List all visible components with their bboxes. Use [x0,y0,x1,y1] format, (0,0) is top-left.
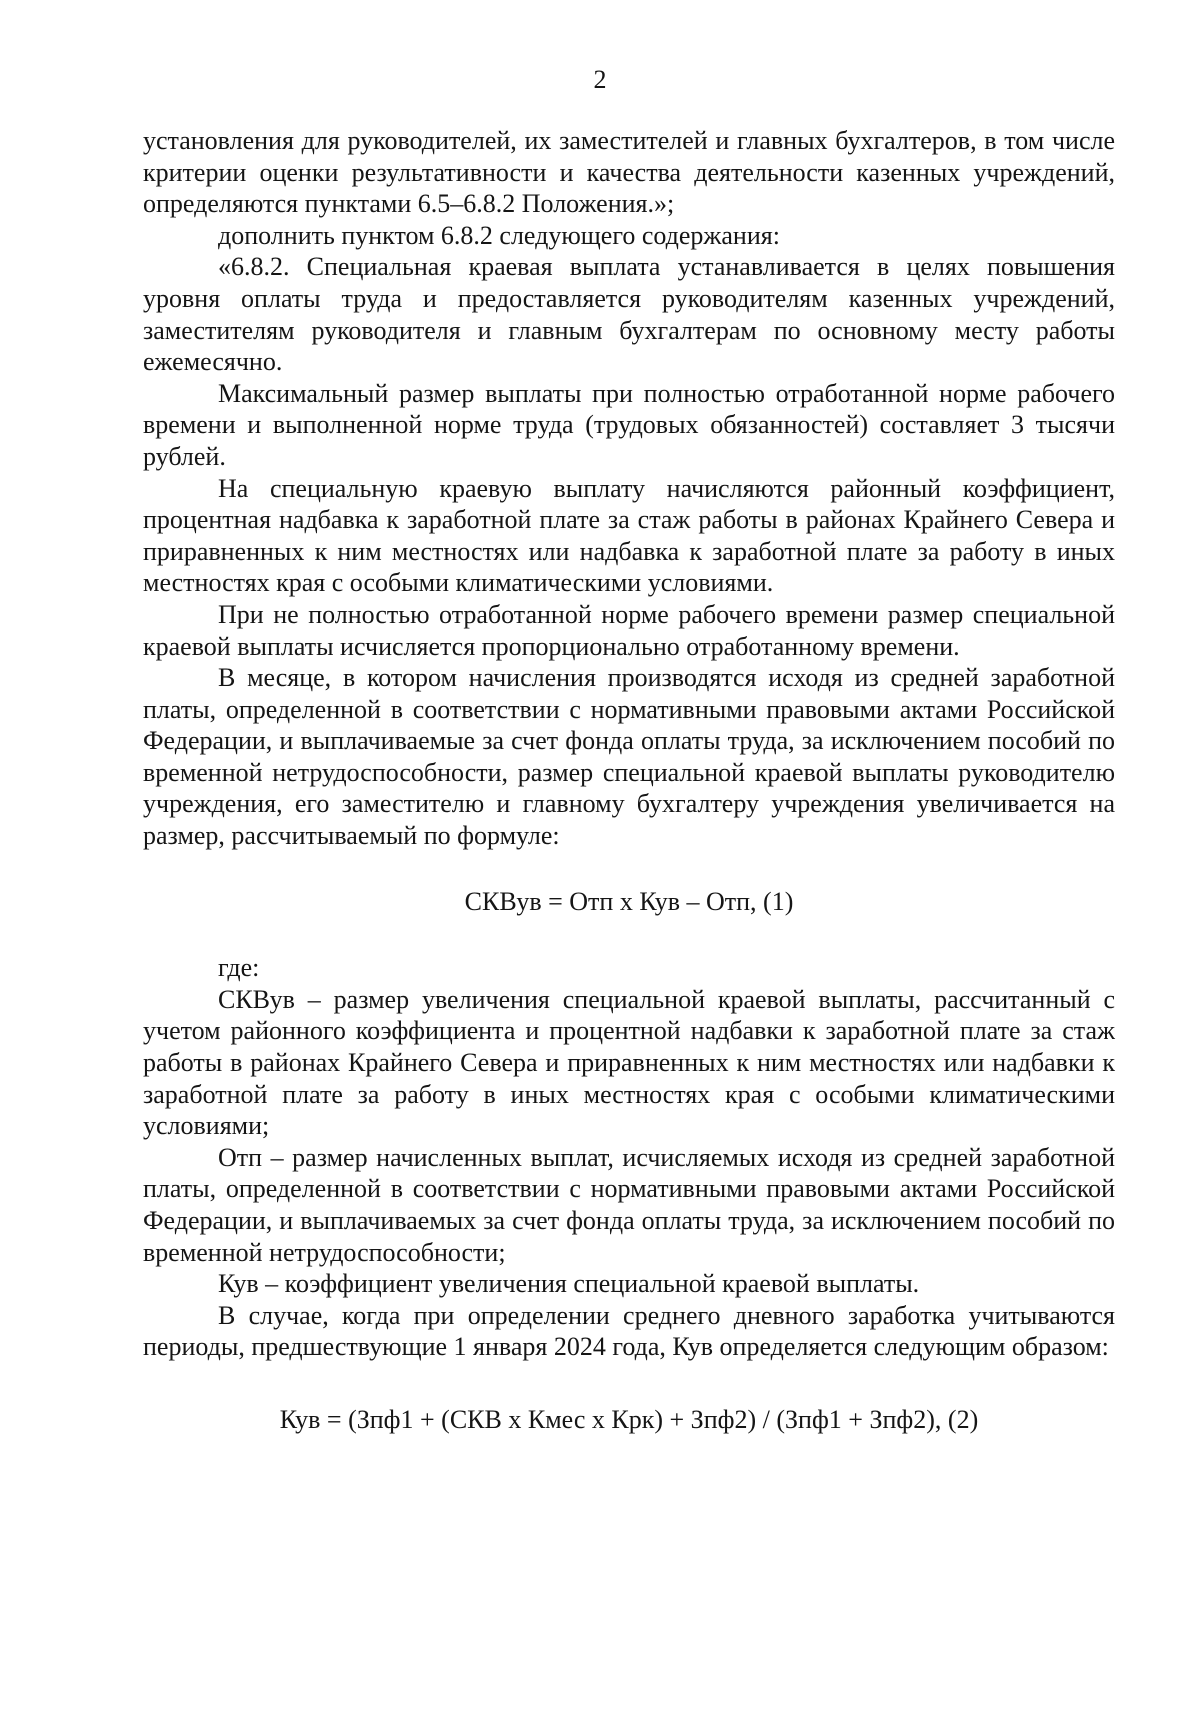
paragraph-continuation: установления для руководителей, их заместителей и главных бухгалтеров, в том числе критерии оценки результативности и качества деятельности казенных учреждений, определяются пунктами 6.5–6.8.2 Положения.»; [143,126,1115,219]
definition-skvuv: СКВув – размер увеличения специальной краевой выплаты, рассчитанный с учетом районного коэффициента и процентной надбавки к заработной плате за стаж работы в районах Крайнего Севера и приравненных к ним местностях или надбавки к заработной плате за работу в иных местностях края с особыми климатическими условиями; [143,984,1115,1141]
paragraph-partial-norm: При не полностью отработанной норме рабочего времени размер специальной краевой выплаты исчисляется пропорционально отработанному времени. [143,599,1115,661]
paragraph-amendment-intro: дополнить пунктом 6.8.2 следующего содержания: [218,220,780,250]
paragraph-clause-6-8-2: «6.8.2. Специальная краевая выплата устанавливается в целях повышения уровня оплаты труда и предоставляется руководителям казенных учреждений, заместителям руководителя и главным бухгалтерам по основному месту работы ежемесячно. [143,252,1115,377]
paragraph-where: где: [218,953,260,983]
formula-1: СКВув = Отп х Кув – Отп, (1) [464,886,794,916]
paragraph-average-earnings: В месяце, в котором начисления производятся исходя из средней заработной платы, определенной в соответствии с нормативными правовыми актами Российской Федерации, и выплачиваемые за счет фонда оплаты труда, за исключением пособий по временной нетрудоспособности, размер специальной краевой выплаты руководителю учреждения, его заместителю и главному бухгалтеру учреждения увеличивается на размер, рассчитываемый по формуле: [143,663,1115,851]
paragraph-kuv-case: В случае, когда при определении среднего дневного заработка учитываются периоды, предшествующие 1 января 2024 года, Кув определяется следующим образом: [143,1300,1115,1362]
definition-otp: Отп – размер начисленных выплат, исчисляемых исходя из средней заработной платы, определенной в соответствии с нормативными правовыми актами Российской Федерации, и выплачиваемых за счет фонда оплаты труда, за исключением пособий по временной нетрудоспособности; [143,1142,1115,1267]
paragraph-regional-coefficient: На специальную краевую выплату начисляются районный коэффициент, процентная надбавка к заработной плате за стаж работы в районах Крайнего Севера и приравненных к ним местностях или надбавка к заработной плате за работу в иных местностях края с особыми климатическими условиями. [143,473,1115,598]
document-body [143,125,1115,1436]
definition-kuv: Кув – коэффициент увеличения специальной краевой выплаты. [218,1269,920,1299]
paragraph-max-amount: Максимальный размер выплаты при полностью отработанной норме рабочего времени и выполненной норме труда (трудовых обязанностей) составляет 3 тысячи рублей. [143,378,1115,471]
formula-2: Кув = (Зпф1 + (СКВ х Кмес х Крк) + Зпф2) / (Зпф1 + Зпф2), (2) [279,1404,979,1434]
page-number: 2 [593,65,607,94]
